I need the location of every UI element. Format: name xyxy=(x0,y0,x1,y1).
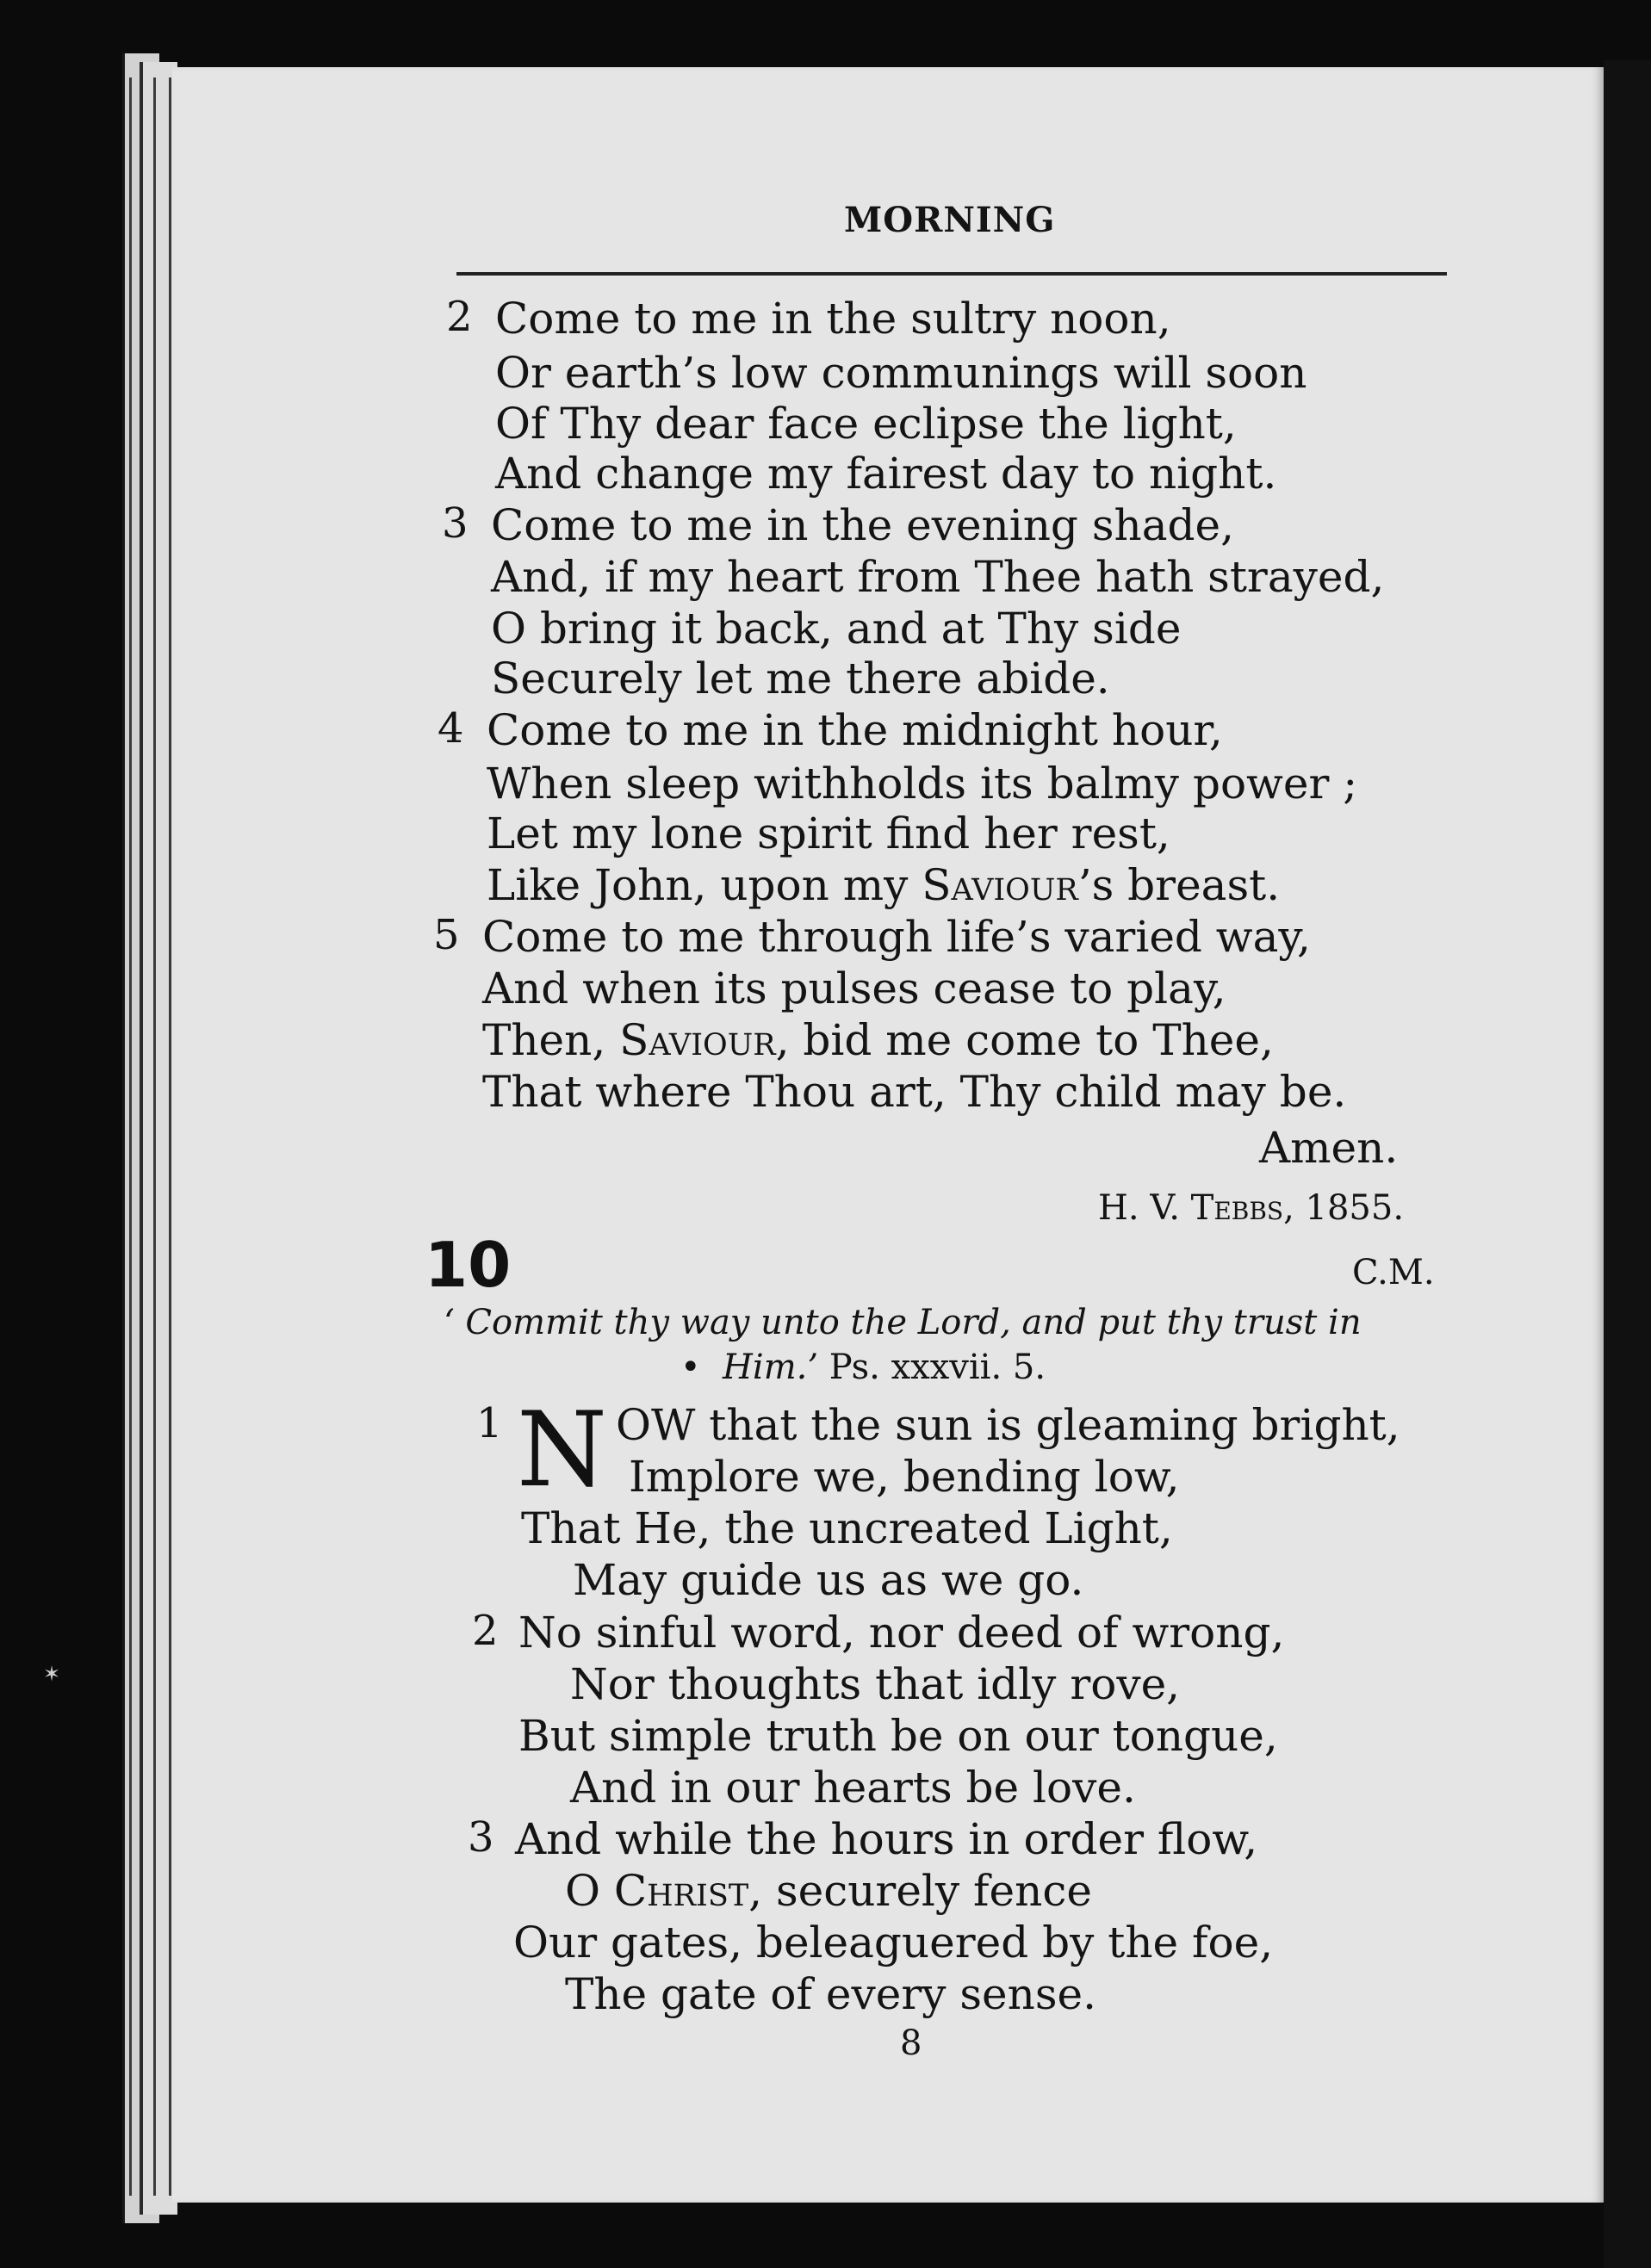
verse-number: 3 xyxy=(468,1813,494,1862)
hymn-line: Or earth’s low communings will soon xyxy=(495,348,1307,398)
small-caps-name: Saviour xyxy=(922,860,1078,910)
hymn-line: And while the hours in order flow, xyxy=(515,1814,1258,1864)
verse-number: 1 xyxy=(476,1399,503,1447)
head-rule xyxy=(456,272,1447,276)
verse-number: 5 xyxy=(433,911,460,959)
hymn-line: That where Thou art, Thy child may be. xyxy=(482,1067,1347,1117)
verse-number: 2 xyxy=(446,293,473,341)
small-caps-name: Saviour xyxy=(619,1015,776,1065)
hymn-line: That He, the uncreated Light, xyxy=(521,1503,1173,1553)
hymn-line: O bring it back, and at Thy side xyxy=(491,604,1182,654)
binding-line xyxy=(129,77,132,2196)
hymn-line: And, if my heart from Thee hath strayed, xyxy=(491,552,1385,602)
scan-border xyxy=(1604,60,1651,2268)
page-number: 8 xyxy=(900,2023,922,2063)
hymn-line: No sinful word, nor deed of wrong, xyxy=(518,1608,1285,1658)
hymn-meter: C.M. xyxy=(1352,1253,1435,1292)
hymn-line: And change my fairest day to night. xyxy=(495,449,1277,499)
hymn-line: Implore we, bending low, xyxy=(629,1452,1180,1502)
hymn-line: Our gates, beleaguered by the foe, xyxy=(513,1918,1274,1967)
hymn-line: Then, Saviour, bid me come to Thee, xyxy=(482,1015,1274,1065)
hymn-line: The gate of every sense. xyxy=(565,1969,1096,2019)
hymn-line: Of Thy dear face eclipse the light, xyxy=(495,399,1237,449)
hymn-line: May guide us as we go. xyxy=(573,1555,1084,1605)
hymn-line: But simple truth be on our tongue, xyxy=(518,1711,1278,1761)
hymn-line: Come to me through life’s varied way, xyxy=(482,912,1311,962)
scan-speck: ✶ xyxy=(43,1662,61,1686)
hymn-line: OW that the sun is gleaming bright, xyxy=(616,1400,1400,1450)
binding-line xyxy=(153,77,156,2196)
hymn-line: And when its pulses cease to play, xyxy=(482,964,1226,1013)
hymn-line: Securely let me there abide. xyxy=(491,654,1110,703)
binding-line xyxy=(169,77,171,2196)
amen: Amen. xyxy=(1259,1123,1399,1173)
hymn-line: Come to me in the midnight hour, xyxy=(487,705,1223,755)
running-head: MORNING xyxy=(844,200,1056,240)
hymn-number: 10 xyxy=(425,1229,512,1301)
hymn-line: Like John, upon my Saviour’s breast. xyxy=(487,860,1281,910)
verse-number: 3 xyxy=(442,499,469,548)
hymn-line: And in our hearts be love. xyxy=(570,1763,1136,1813)
hymn-line: Let my lone spirit find her rest, xyxy=(487,809,1170,858)
small-caps-name: Christ xyxy=(613,1866,749,1916)
drop-cap: N xyxy=(517,1391,607,1510)
hymn-line: Come to me in the evening shade, xyxy=(491,500,1234,550)
hymn-line: Come to me in the sultry noon, xyxy=(495,294,1171,344)
hymn-author: H. V. Tebbs, 1855. xyxy=(1098,1188,1405,1228)
hymn-line: When sleep withholds its balmy power ; xyxy=(487,759,1358,809)
verse-number: 2 xyxy=(472,1607,499,1655)
hymn-line: Nor thoughts that idly rove, xyxy=(570,1659,1181,1709)
epigraph: • Him.’ Ps. xxxvii. 5. xyxy=(680,1348,1046,1387)
verse-number: 4 xyxy=(438,704,464,753)
epigraph: ‘ Commit thy way unto the Lord, and put thy trust in xyxy=(444,1303,1362,1342)
hymn-line: O Christ, securely fence xyxy=(565,1866,1092,1916)
